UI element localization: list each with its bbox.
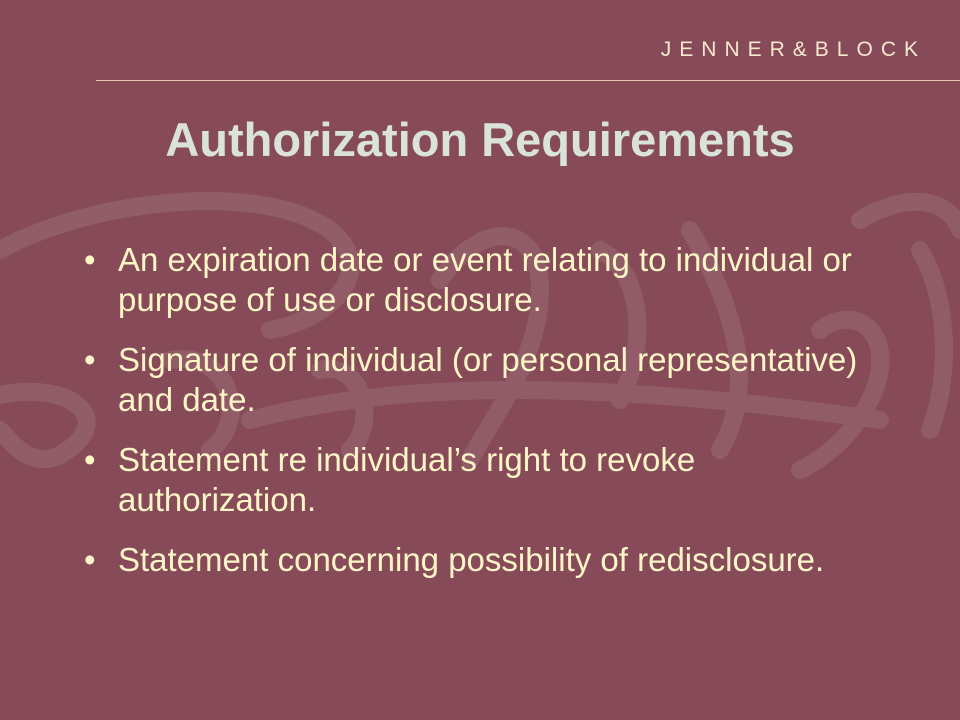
bullet-icon: • [84,341,96,378]
header-divider [96,80,960,81]
bullet-text: An expiration date or event relating to individual or purpose of use or disclosure. [118,241,852,318]
bullet-icon: • [84,241,96,278]
brand-logo: JENNER&BLOCK [660,38,926,61]
bullet-text: Statement concerning possibility of redisclosure. [118,541,825,578]
bullet-text: Signature of individual (or personal representative) and date. [118,341,858,418]
slide-title: Authorization Requirements [165,113,795,166]
bullet-list [80,240,880,600]
bullet-item [80,440,880,520]
bullet-item [80,340,880,420]
bullet-text: Statement re individual’s right to revoke authorization. [118,441,696,518]
bullet-icon: • [84,441,96,478]
bullet-item [80,240,880,320]
bullet-item [80,540,880,580]
bullet-icon: • [84,541,96,578]
